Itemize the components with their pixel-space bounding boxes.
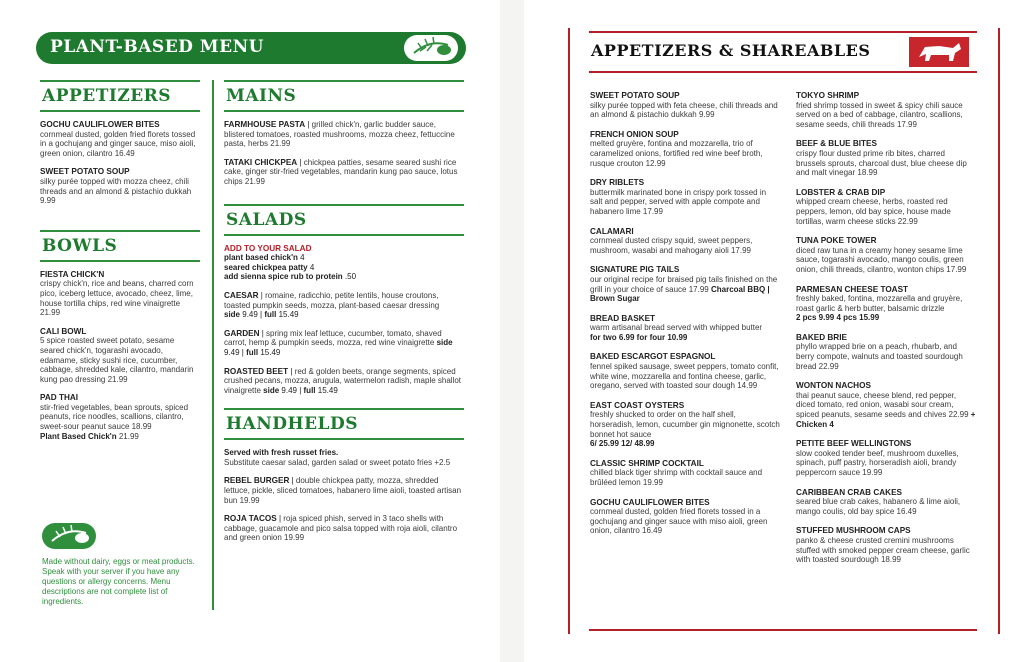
item-desc: freshly shucked to order on the half shell, horseradish, lemon, cucumber gin mignonette, scotch bonnet hot sauce [590, 410, 780, 439]
item-desc: slow cooked tender beef, mushroom duxelles, spinach, puff pastry, horseradish aioli, brandy peppercorn sauce 19.99 [796, 448, 959, 477]
right-border-line [998, 28, 1000, 634]
menu-item: TATAKI CHICKPEA | chickpea patties, sesame seared sushi rice cake, ginger stir-fried vegetables, mandarin kung pao sauce, lotus chips 21.99 [224, 157, 458, 186]
item-desc: phyllo wrapped brie on a peach, rhubarb, and berry compote, walnuts and toasted sourdough bread 22.99 [796, 342, 963, 371]
item-desc: silky purée topped with mozza cheez, chili threads and an almond & pistachio dukkah 9.99 [40, 176, 192, 206]
full-price: 15.49 [317, 385, 338, 395]
item-addon: Plant Based Chick'n [40, 431, 117, 441]
item-name: BREAD BASKET [590, 313, 656, 323]
item-name: PARMESAN CHEESE TOAST [796, 284, 909, 294]
handhelds-intro [224, 448, 464, 467]
plant-based-banner [36, 32, 466, 64]
addon-price: .50 [344, 272, 357, 282]
menu-item: ROASTED BEET | red & golden beets, orange segments, spiced crushed pecans, mozza, arugula, watermelon radish, maple shallot vinaigrette side 9.49 | full 15.49 [224, 366, 462, 395]
appetizers-column-2 [796, 91, 976, 575]
side-price: 9.49 [281, 385, 297, 395]
bowls-heading: BOWLS [40, 230, 200, 262]
item-name: STUFFED MUSHROOM CAPS [796, 526, 911, 536]
menu-item [796, 526, 976, 564]
menu-item: REBEL BURGER | double chickpea patty, mozza, shredded lettuce, pickle, sliced tomatoes, habanero lime aioli, toasted artisan bun 19.99 [224, 476, 462, 505]
menu-item [590, 130, 780, 168]
column-divider [212, 80, 214, 610]
item-name: TATAKI CHICKPEA [224, 157, 298, 167]
menu-item [796, 188, 976, 226]
item-name: PAD THAI [40, 393, 79, 403]
menu-item: CAESAR | romaine, radicchio, petite lentils, house croutons, toasted pumpkin seeds, mozza, plant-based caesar dressing side 9.49 | full 15.49 [224, 290, 440, 320]
item-desc: thai peanut sauce, cheese blend, red pepper, diced tomato, red onion, wasabi sour cream, spiced peanuts, sesame seeds and chives 22.99 [796, 390, 969, 420]
side-label: side [436, 338, 453, 348]
item-desc: 5 spice roasted sweet potato, sesame seared chick'n, togarashi avocado, edamame, sticky sushi rice, cucumber, cabbage, shredded kale, cilantro, mandarin kung pao dressing 21.99 [40, 336, 194, 384]
footer-rule [589, 629, 977, 631]
item-name: BAKED BRIE [796, 332, 847, 342]
salad-addons [224, 244, 464, 282]
menu-item: FARMHOUSE PASTA | grilled chick'n, garlic budder sauce, blistered tomatoes, roasted mushrooms, mozza cheez, fettuccine pasta, herbs 21.99 [224, 120, 455, 149]
item-name: ROJA TACOS [224, 514, 277, 524]
menu-item [590, 227, 780, 256]
menu-item [590, 178, 780, 216]
item-name: LOBSTER & CRAB DIP [796, 187, 886, 197]
item-desc: grilled chick'n, garlic budder sauce, blistered tomatoes, roasted mushrooms, mozza cheez, fettuccine pasta, herbs 21.99 [224, 120, 455, 149]
side-label: side [224, 310, 241, 320]
item-name: CALAMARI [590, 226, 634, 236]
side-price: 9.49 [224, 347, 240, 357]
item-price-options: 6/ 25.99 12/ 48.99 [590, 439, 655, 449]
handhelds-heading: HANDHELDS [224, 408, 464, 440]
menu-item [796, 236, 976, 274]
left-column [40, 80, 200, 450]
item-name: GOCHU CAULIFLOWER BITES [590, 497, 710, 507]
item-desc: silky purée topped with feta cheese, chili threads and an almond & pistachio dukkah 9.99 [590, 100, 778, 120]
appetizers-heading: APPETIZERS [40, 80, 200, 112]
allergy-note: Made without dairy, eggs or meat products. Speak with your server if you have any questions or allergy concerns. Menu descriptions are not complete list of ingredients. [42, 557, 195, 606]
menu-item [40, 167, 200, 205]
salads-heading: SALADS [224, 204, 464, 236]
menu-item [40, 120, 200, 158]
item-desc: cornmeal dusted crispy squid, sweet peppers, mushroom, wasabi and mahogany aioli 17.99 [590, 236, 753, 255]
item-name: BEEF & BLUE BITES [796, 139, 877, 149]
item-desc: double chickpea patty, mozza, shredded lettuce, pickle, sliced tomatoes, habanero lime aioli, toasted artisan bun 19.99 [224, 476, 462, 505]
item-desc: spring mix leaf lettuce, cucumber, tomato, shaved carrot, hemp & pumpkin seeds, mozza, red wine vinaigrette [224, 328, 442, 348]
appetizers-shareables-page [524, 0, 1024, 662]
item-desc: romaine, radicchio, petite lentils, house croutons, toasted pumpkin seeds, mozza, plant-based caesar dressing [224, 290, 440, 310]
item-name: REBEL BURGER [224, 476, 290, 486]
left-border-line [568, 28, 570, 634]
menu-item [590, 91, 780, 120]
item-desc: roja spiced phish, served in 3 taco shells with cabbage, guacamole and pico salsa topped with roja aioli, cilantro and green onion 19.99 [224, 514, 458, 543]
addon-label: seared chickpea patty [224, 262, 308, 272]
fries-note: Served with fresh russet fries. [224, 448, 339, 458]
menu-item: ROJA TACOS | roja spiced phish, served in 3 taco shells with cabbage, guacamole and pico salsa topped with roja aioli, cilantro and green onion 19.99 [224, 514, 458, 543]
menu-item [590, 401, 780, 449]
full-label: full [246, 347, 259, 357]
leaf-logo-icon [404, 35, 458, 61]
title-bottom-rule [589, 71, 977, 73]
plant-based-menu-page [0, 0, 500, 662]
menu-item [590, 459, 780, 488]
item-desc: melted gruyère, fontina and mozzarella, trio of caramelized onions, fortified red wine beef broth, rusque crouton 12.99 [590, 139, 763, 168]
item-desc: our original recipe for braised pig tails finished on the grill in your choice of sauce 17.99 [590, 274, 778, 294]
menu-item [796, 139, 976, 177]
item-name: CLASSIC SHRIMP COCKTAIL [590, 458, 704, 468]
bull-logo-icon [909, 37, 969, 67]
item-name: PETITE BEEF WELLINGTONS [796, 439, 912, 449]
item-desc: cornmeal dusted, golden fried florets tossed in a gochujang and ginger sauce, miso aioli, green onion, cilantro 16.49 [40, 129, 196, 158]
item-name: BAKED ESCARGOT ESPAGNOL [590, 352, 716, 362]
item-desc: stir-fried vegetables, bean sprouts, spiced peanuts, rice noodles, scallions, cilantro, sweet-sour peanut sauce 18.99 [40, 402, 189, 432]
page-title: APPETIZERS & SHAREABLES [591, 41, 871, 60]
item-price-options: 2 pcs 9.99 4 pcs 15.99 [796, 313, 880, 323]
menu-item [796, 488, 976, 517]
item-desc: fried shrimp tossed in sweet & spicy chili sauce served on a bed of cabbage, cilantro, scallions, sesame seeds, chili threads 17.99 [796, 100, 963, 129]
appetizers-column-1 [590, 91, 780, 546]
menu-item: GARDEN | spring mix leaf lettuce, cucumber, tomato, shaved carrot, hemp & pumpkin seeds, mozza, red wine vinaigrette side 9.49 | full 15.49 [224, 328, 453, 357]
full-label: full [264, 310, 277, 320]
item-option: Charcoal BBQ | Brown Sugar [590, 284, 770, 304]
item-option: + Chicken 4 [796, 410, 976, 429]
addon-label: add sienna spice rub to protein [224, 272, 343, 282]
item-name: GARDEN [224, 328, 260, 338]
item-name: TUNA POKE TOWER [796, 236, 877, 246]
item-desc: crispy flour dusted prime rib bites, charred brussels sprouts, charcoal dust, blue cheese dip and malt vinegar 18.99 [796, 148, 967, 178]
item-desc: diced raw tuna in a creamy honey sesame lime sauce, togarashi avocado, mango coulis, green onion, chili threads, cilantro, wonton chips 17.99 [796, 245, 967, 274]
item-name: DRY RIBLETS [590, 178, 645, 188]
side-price: 9.49 [242, 310, 258, 320]
item-price-options: for two 6.99 for four 10.99 [590, 332, 688, 342]
menu-item [796, 439, 976, 477]
item-name: SIGNATURE PIG TAILS [590, 265, 680, 275]
page-title: PLANT-BASED MENU [50, 37, 264, 57]
menu-item [796, 333, 976, 371]
item-desc: seared blue crab cakes, habanero & lime aioli, mango coulis, old bay spice 16.49 [796, 497, 961, 516]
item-name: SWEET POTATO SOUP [40, 167, 130, 177]
menu-item [40, 270, 200, 318]
side-label: side [263, 385, 280, 395]
item-desc: freshly baked, fontina, mozzarella and gruyère, roast garlic & herb butter, balsamic drizzle [796, 294, 963, 313]
menu-item [796, 91, 976, 129]
item-name: FIESTA CHICK'N [40, 269, 105, 279]
menu-item [590, 352, 780, 390]
add-to-salad-title: ADD TO YOUR SALAD [224, 243, 312, 253]
menu-item [590, 265, 780, 303]
item-name: FARMHOUSE PASTA [224, 120, 306, 129]
menu-item [40, 327, 200, 385]
menu-item [796, 285, 976, 323]
item-desc: chickpea patties, sesame seared sushi rice cake, ginger stir-fried vegetables, mandarin kung pao sauce, lotus chips 21.99 [224, 157, 458, 186]
item-name: GOCHU CAULIFLOWER BITES [40, 120, 160, 129]
full-label: full [303, 385, 316, 395]
leaf-logo-icon [42, 523, 96, 549]
item-desc: panko & cheese crusted cremini mushrooms stuffed with smoked pepper cream cheese, garlic with toasted sourdough 18.99 [796, 535, 970, 565]
item-desc: red & golden beets, orange segments, spiced crushed pecans, mozza, arugula, watermelon radish, maple shallot vinaigrette [224, 366, 462, 395]
item-desc: whipped cream cheese, herbs, roasted red peppers, lemon, old bay spice, house made tortillas, warm cheese sticks 22.99 [796, 197, 951, 226]
title-top-rule [589, 31, 977, 33]
item-name: WONTON NACHOS [796, 381, 871, 391]
addon-price: 4 [309, 262, 315, 272]
item-desc: cornmeal dusted, golden fried florets tossed in a gochujang and ginger sauce with miso aioli, green onion, cilantro 16.49 [590, 507, 768, 536]
addon-label: plant based chick'n [224, 253, 298, 263]
substitute-note: Substitute caesar salad, garden salad or sweet potato fries +2.5 [224, 457, 451, 467]
right-column [224, 80, 464, 552]
item-desc: crispy chick'n, rice and beans, charred corn pico, iceberg lettuce, avocado, cheez, lime, house tortilla chips, red wine vinaigrette 21.99 [40, 279, 194, 318]
item-name: EAST COAST OYSTERS [590, 400, 685, 410]
mains-heading: MAINS [224, 80, 464, 112]
item-name: CALI BOWL [40, 326, 87, 336]
item-desc: chilled black tiger shrimp with cocktail sauce and brûléed lemon 19.99 [590, 468, 763, 487]
full-price: 15.49 [260, 347, 281, 357]
item-name: CARIBBEAN CRAB CAKES [796, 487, 902, 497]
item-name: FRENCH ONION SOUP [590, 129, 679, 139]
full-price: 15.49 [278, 310, 299, 320]
item-addon-price: 21.99 [118, 431, 139, 441]
item-desc: fennel spiked sausage, sweet peppers, tomato confit, white wine, mozzarella and fontina cheese, garlic, oregano, served with toasted sour dough 14.99 [590, 362, 779, 391]
menu-item [590, 498, 780, 536]
menu-item [590, 314, 780, 343]
item-name: TOKYO SHRIMP [796, 91, 860, 100]
item-desc: buttermilk marinated bone in crispy pork tossed in salt and pepper, served with apple compote and habanero lime 17.99 [590, 187, 767, 216]
item-name: SWEET POTATO SOUP [590, 91, 680, 100]
item-name: ROASTED BEET [224, 366, 289, 376]
addon-price: 4 [300, 253, 305, 263]
menu-item [796, 381, 976, 429]
menu-item [40, 393, 200, 441]
item-name: CAESAR [224, 290, 259, 300]
item-desc: warm artisanal bread served with whipped butter [590, 323, 763, 333]
